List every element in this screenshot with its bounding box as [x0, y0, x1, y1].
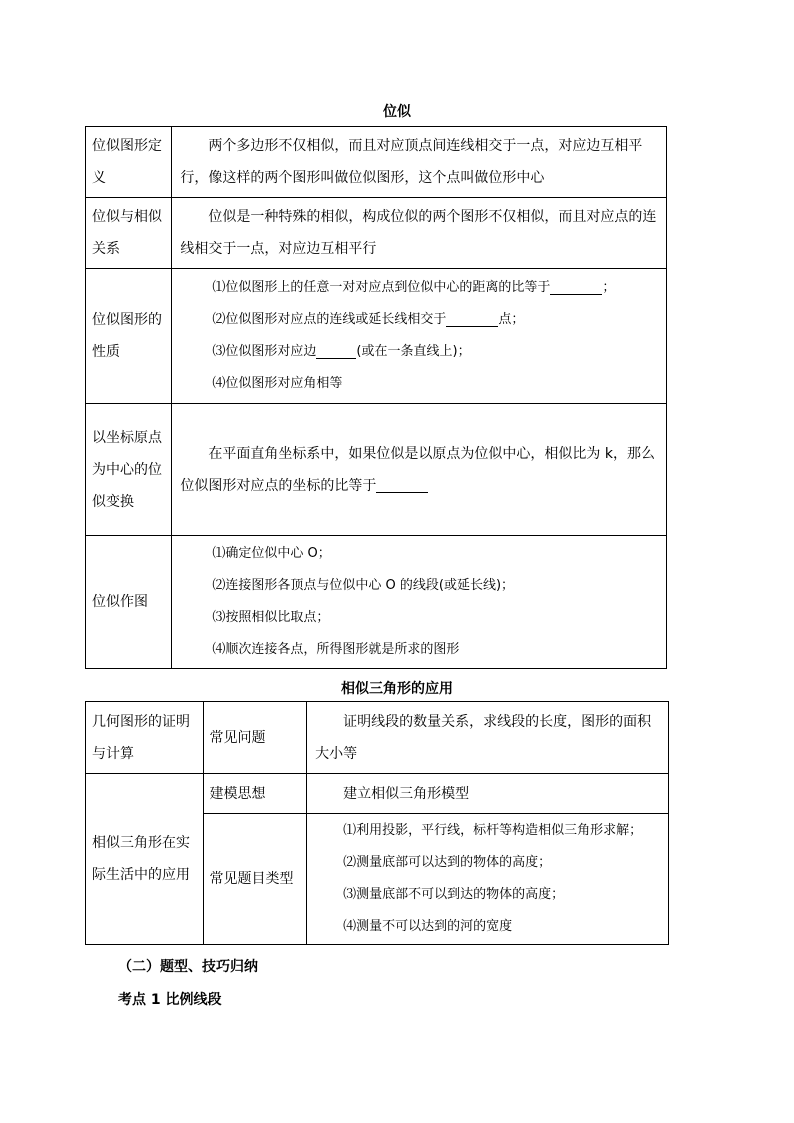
table-row	[86, 269, 667, 404]
row-content: 在平面直角坐标系中，如果位似是以原点为位似中心，相似比为 k，那么位似图形对应点的坐标的比等于	[172, 404, 667, 536]
list-item: ⑴位似图形上的任意一对对应点到位似中心的距离的比等于 ；	[212, 280, 616, 295]
list-item: ⑴利用投影，平行线，标杆等构造相似三角形求解；	[343, 823, 643, 838]
fill-blank	[376, 478, 428, 493]
list-item: ⑵连接图形各顶点与位似中心 O 的线段(或延长线)；	[212, 578, 515, 593]
list-item: ⑷测量不可以达到的河的宽度	[343, 919, 513, 934]
row-label: 位似图形的性质	[86, 269, 172, 404]
row-content: 建立相似三角形模型	[307, 774, 669, 814]
row-label: 相似三角形在实际生活中的应用	[86, 774, 204, 945]
table-row	[86, 404, 667, 536]
row-content: 两个多边形不仅相似，而且对应顶点间连线相交于一点，对应边互相平行，像这样的两个图形叫做位似图形，这个点叫做位形中心	[172, 127, 667, 198]
row-label: 位似作图	[86, 536, 172, 669]
application-table	[85, 701, 669, 945]
fill-blank	[316, 344, 356, 359]
table-row	[86, 774, 669, 814]
section-title-weisi: 位似	[383, 104, 411, 120]
list-item: ⑵测量底部可以达到的物体的高度；	[343, 855, 552, 870]
section-title-application: 相似三角形的应用	[341, 681, 453, 697]
table-row	[86, 536, 667, 669]
fill-blank	[446, 312, 498, 327]
fill-blank	[550, 280, 602, 295]
row-content	[307, 814, 669, 945]
row-sublabel: 常见题目类型	[203, 814, 307, 945]
subsection-heading: 考点 1 比例线段	[118, 992, 222, 1008]
list-item: ⑶按照相似比取点；	[212, 610, 330, 625]
row-sublabel: 常见问题	[203, 702, 307, 774]
row-label: 位似与相似关系	[86, 198, 172, 269]
row-content	[172, 536, 667, 669]
table-row	[86, 702, 669, 774]
list-item: ⑴确定位似中心 O；	[212, 546, 331, 561]
row-content: 位似是一种特殊的相似，构成位似的两个图形不仅相似，而且对应点的连线相交于一点，对应边互相平行	[172, 198, 667, 269]
list-item: ⑷位似图形对应角相等	[212, 376, 343, 391]
table-row	[86, 198, 667, 269]
row-label: 几何图形的证明与计算	[86, 702, 204, 774]
table-row	[86, 127, 667, 198]
row-label: 位似图形定义	[86, 127, 172, 198]
list-item: ⑶测量底部不可以到达的物体的高度；	[343, 887, 565, 902]
row-sublabel: 建模思想	[203, 774, 307, 814]
row-label: 以坐标原点为中心的位似变换	[86, 404, 172, 536]
list-item: ⑷顺次连接各点，所得图形就是所求的图形	[212, 642, 460, 657]
list-item: ⑶位似图形对应边 (或在一条直线上)；	[212, 344, 471, 359]
list-item: ⑵位似图形对应点的连线或延长线相交于 点；	[212, 312, 525, 327]
row-content	[172, 269, 667, 404]
weisi-table	[85, 126, 667, 669]
row-content: 证明线段的数量关系，求线段的长度，图形的面积大小等	[307, 702, 669, 774]
section-heading: （二）题型、技巧归纳	[118, 959, 258, 975]
